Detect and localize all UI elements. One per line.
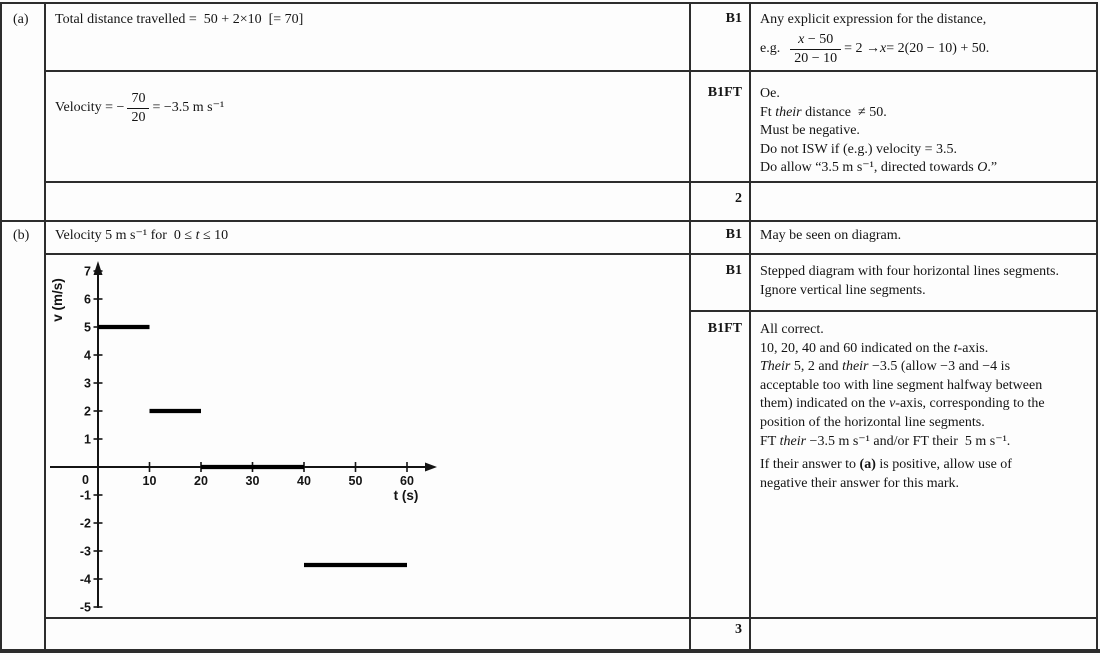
- table-border-bottom: [0, 649, 1100, 653]
- text-segment: is positive, allow use of: [875, 457, 1012, 473]
- fraction-denominator: 20: [131, 109, 146, 125]
- table-border-right: [1096, 2, 1098, 652]
- mark-a-total: 2: [735, 191, 742, 206]
- comment-line: [760, 340, 1045, 359]
- table-border-top: [0, 2, 1098, 4]
- x-axis-title: t (s): [393, 488, 419, 503]
- y-tick-label: -3: [79, 544, 91, 559]
- fraction-numerator: [790, 32, 841, 50]
- comment-line: negative their answer for this mark.: [760, 475, 960, 491]
- text-segment: ≤ 10: [199, 228, 229, 243]
- x-tick-label: 10: [142, 474, 157, 488]
- mark-b2: B1: [725, 263, 742, 278]
- var-t: t: [195, 228, 200, 243]
- velocity-time-graph: [45, 255, 693, 615]
- mark-b-total: 3: [735, 622, 742, 637]
- x-tick-label: 20: [194, 474, 208, 488]
- text-segment: −3.5 m s⁻¹ and/or FT their 5 m s⁻¹.: [806, 433, 1011, 449]
- comment-line: Oe.: [760, 86, 780, 101]
- y-axis-title: v (m/s): [50, 278, 65, 322]
- y-tick-label: 3: [84, 376, 91, 391]
- comment-line: Do not ISW if (e.g.) velocity = 3.5.: [760, 141, 957, 157]
- part-ref-bold: (a): [859, 457, 876, 473]
- y-tick-label: 7: [84, 264, 91, 279]
- comment-line: [760, 433, 1045, 452]
- table-border-commentcol: [749, 2, 751, 652]
- row-divider-b3: [44, 617, 1098, 619]
- text-segment-italic: their: [779, 433, 807, 449]
- text-segment: Velocity 5 m s⁻¹ for 0 ≤: [55, 228, 196, 243]
- mark-a1: B1: [725, 11, 742, 26]
- row-divider-a-total: [0, 220, 1098, 222]
- text-segment: Velocity = −: [55, 99, 125, 115]
- x-tick-label: 30: [245, 474, 260, 488]
- text-segment: = 2(20 − 10) + 50.: [886, 40, 990, 56]
- text-segment: Ft: [760, 104, 776, 120]
- text-segment: -axis.: [957, 340, 989, 356]
- comment-line: [760, 456, 1045, 475]
- comment-line: Ignore vertical line segments.: [760, 282, 926, 298]
- comment-line: [760, 159, 997, 178]
- mark-b1: B1: [725, 227, 742, 242]
- y-tick-label: -5: [79, 600, 91, 615]
- x-axis-arrow: [425, 463, 437, 472]
- y-tick-label: 6: [84, 292, 91, 307]
- comment-b1: May be seen on diagram.: [760, 228, 902, 243]
- var-x: x: [798, 31, 805, 47]
- comment-line: [760, 358, 1045, 377]
- part-b-label: (b): [13, 228, 30, 243]
- y-tick-label: 2: [84, 404, 91, 419]
- text-segment: If their answer to: [760, 457, 860, 473]
- y-tick-label: 1: [84, 432, 91, 447]
- x-tick-label: 60: [400, 474, 414, 488]
- text-segment-italic: their: [842, 359, 869, 375]
- y-tick-label: 4: [84, 348, 91, 363]
- text-segment: .”: [987, 160, 998, 176]
- text-segment: Do allow “3.5 m s⁻¹, directed towards: [760, 160, 978, 176]
- var-v: v: [889, 396, 896, 412]
- text-segment-italic: their: [775, 104, 802, 120]
- row-divider-b2: [689, 310, 1098, 312]
- mark-b3: B1FT: [707, 321, 742, 336]
- y-tick-label: -1: [79, 488, 91, 503]
- fraction-denominator: 20 − 10: [794, 50, 838, 66]
- table-border-left: [0, 2, 2, 652]
- text-segment: 10, 20, 40 and 60 indicated on the: [760, 340, 954, 356]
- text-segment: = 2 →: [844, 40, 881, 56]
- row-divider-a2: [44, 181, 1098, 183]
- eg-label: e.g.: [760, 40, 781, 56]
- comment-line: [760, 104, 997, 123]
- comment-line: [760, 395, 1045, 414]
- answer-velocity: [55, 85, 224, 131]
- text-segment: distance ≠ 50.: [801, 104, 887, 120]
- comment-line: position of the horizontal line segments.: [760, 414, 985, 430]
- fraction: [127, 91, 149, 125]
- y-axis-arrow: [94, 261, 103, 275]
- var-t: t: [953, 340, 958, 356]
- answer-velocity-5: [55, 227, 228, 246]
- fraction-numerator: 70: [127, 91, 149, 109]
- comment-line: All correct.: [760, 322, 824, 337]
- comment-line: acceptable too with line segment halfway between: [760, 377, 1043, 393]
- comment-line: Stepped diagram with four horizontal lines segments.: [760, 264, 1059, 279]
- text-segment: − 50: [804, 31, 834, 47]
- text-segment: 5, 2 and: [790, 359, 843, 375]
- text-segment: them) indicated on the: [760, 396, 890, 412]
- var-x: x: [880, 40, 887, 56]
- text-segment-italic: O: [977, 160, 988, 176]
- text-segment: −3.5 (allow −3 and −4 is: [868, 359, 1011, 375]
- comment-b3: [760, 321, 1045, 493]
- x-tick-label: 50: [348, 474, 363, 488]
- comment-line: Must be negative.: [760, 123, 860, 139]
- fraction: [790, 32, 841, 66]
- part-a-label: (a): [13, 12, 29, 27]
- comment-a1-line1: Any explicit expression for the distance,: [760, 12, 987, 27]
- y-tick-label: 5: [84, 320, 91, 335]
- x-tick-label: 40: [297, 474, 311, 488]
- text-segment: -axis, corresponding to the: [895, 396, 1045, 412]
- y-tick-label: -4: [79, 572, 91, 587]
- text-segment: = −3.5 m s⁻¹: [152, 99, 225, 115]
- text-segment-italic: Their: [760, 359, 791, 375]
- comment-a2: [760, 85, 997, 178]
- y-tick-label: -2: [79, 516, 91, 531]
- comment-a1-expression: [760, 27, 989, 71]
- text-segment: FT: [760, 433, 780, 449]
- comment-b2: [760, 263, 1059, 300]
- answer-total-distance: Total distance travelled = 50 + 2×10 [= 70]: [55, 12, 304, 27]
- mark-a2: B1FT: [707, 85, 742, 100]
- origin-label: 0: [82, 473, 89, 487]
